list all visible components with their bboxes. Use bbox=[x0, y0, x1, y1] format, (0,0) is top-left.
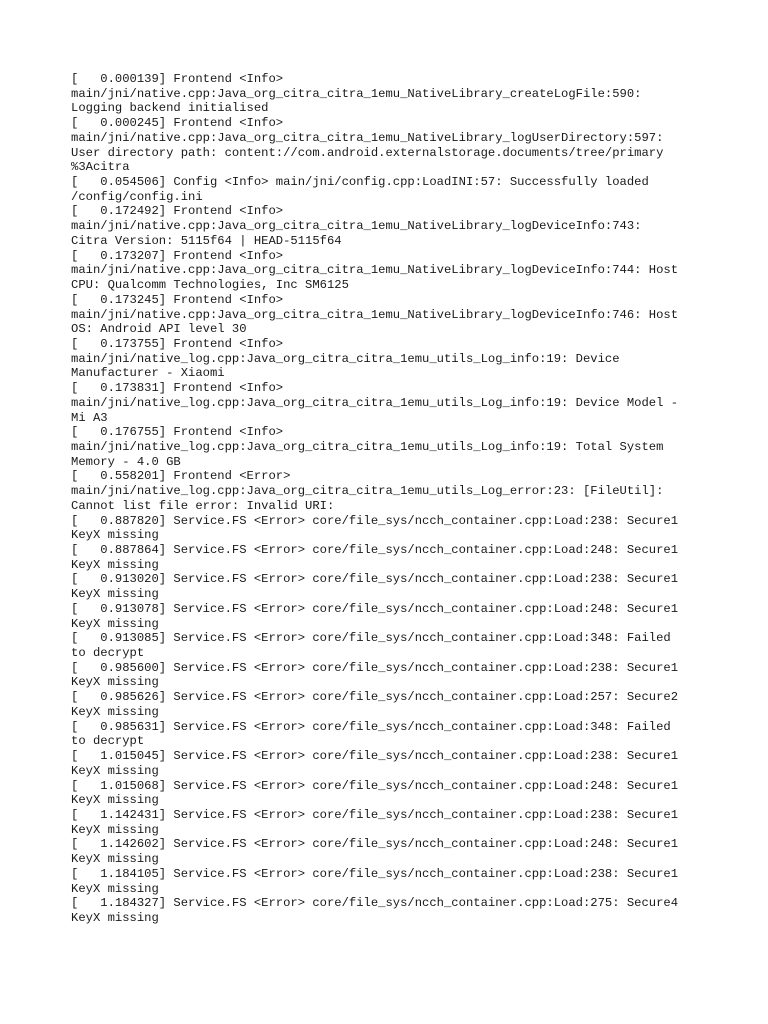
log-line: [ 1.184105] Service.FS <Error> core/file_sys/ncch_container.cpp:Load:238: Secure1 bbox=[71, 866, 679, 881]
log-line: KeyX missing bbox=[71, 910, 159, 925]
log-line: KeyX missing bbox=[71, 557, 159, 572]
log-line: main/jni/native.cpp:Java_org_citra_citra_1emu_NativeLibrary_createLogFile:590: bbox=[71, 86, 642, 101]
log-line: [ 0.176755] Frontend <Info> bbox=[71, 425, 284, 440]
log-line: [ 0.000245] Frontend <Info> bbox=[71, 116, 284, 131]
log-line: KeyX missing bbox=[71, 763, 159, 778]
log-line: [ 0.173245] Frontend <Info> bbox=[71, 292, 284, 307]
log-line: OS: Android API level 30 bbox=[71, 322, 247, 337]
log-line: to decrypt bbox=[71, 734, 145, 749]
log-line: CPU: Qualcomm Technologies, Inc SM6125 bbox=[71, 278, 349, 293]
log-line: main/jni/native_log.cpp:Java_org_citra_citra_1emu_utils_Log_info:19: Total System bbox=[71, 439, 664, 454]
log-line: [ 0.913078] Service.FS <Error> core/file_sys/ncch_container.cpp:Load:248: Secure1 bbox=[71, 601, 679, 616]
log-line: KeyX missing bbox=[71, 587, 159, 602]
log-line: KeyX missing bbox=[71, 704, 159, 719]
log-line: main/jni/native_log.cpp:Java_org_citra_citra_1emu_utils_Log_info:19: Device Model - bbox=[71, 395, 679, 410]
log-line: KeyX missing bbox=[71, 528, 159, 543]
log-line: [ 1.015068] Service.FS <Error> core/file_sys/ncch_container.cpp:Load:248: Secure1 bbox=[71, 778, 679, 793]
log-line: [ 0.054506] Config <Info> main/jni/config.cpp:LoadINI:57: Successfully loaded bbox=[71, 175, 649, 190]
log-line: KeyX missing bbox=[71, 616, 159, 631]
log-line: [ 0.173207] Frontend <Info> bbox=[71, 248, 284, 263]
log-line: main/jni/native.cpp:Java_org_citra_citra_1emu_NativeLibrary_logDeviceInfo:746: Host bbox=[71, 307, 679, 322]
log-line: [ 0.985631] Service.FS <Error> core/file_sys/ncch_container.cpp:Load:348: Failed bbox=[71, 719, 671, 734]
log-line: Memory - 4.0 GB bbox=[71, 454, 181, 469]
log-line: [ 0.173831] Frontend <Info> bbox=[71, 381, 284, 396]
log-line: Mi A3 bbox=[71, 410, 108, 425]
log-line: main/jni/native.cpp:Java_org_citra_citra_1emu_NativeLibrary_logDeviceInfo:744: Host bbox=[71, 263, 679, 278]
log-line: KeyX missing bbox=[71, 793, 159, 808]
log-line: [ 0.172492] Frontend <Info> bbox=[71, 204, 284, 219]
log-line: [ 0.985600] Service.FS <Error> core/file_sys/ncch_container.cpp:Load:238: Secure1 bbox=[71, 660, 679, 675]
log-line: Citra Version: 5115f64 | HEAD-5115f64 bbox=[71, 233, 342, 248]
log-line: [ 0.913020] Service.FS <Error> core/file_sys/ncch_container.cpp:Load:238: Secure1 bbox=[71, 572, 679, 587]
log-line: main/jni/native.cpp:Java_org_citra_citra_1emu_NativeLibrary_logDeviceInfo:743: bbox=[71, 219, 642, 234]
log-line: [ 1.015045] Service.FS <Error> core/file_sys/ncch_container.cpp:Load:238: Secure1 bbox=[71, 749, 679, 764]
log-line: [ 0.173755] Frontend <Info> bbox=[71, 336, 284, 351]
log-line: [ 0.913085] Service.FS <Error> core/file_sys/ncch_container.cpp:Load:348: Failed bbox=[71, 631, 671, 646]
log-line: [ 0.985626] Service.FS <Error> core/file_sys/ncch_container.cpp:Load:257: Secure2 bbox=[71, 690, 679, 705]
log-line: [ 0.558201] Frontend <Error> bbox=[71, 469, 291, 484]
log-line: Logging backend initialised bbox=[71, 101, 269, 116]
log-line: KeyX missing bbox=[71, 881, 159, 896]
log-line: [ 0.887820] Service.FS <Error> core/file_sys/ncch_container.cpp:Load:238: Secure1 bbox=[71, 513, 679, 528]
log-line: main/jni/native_log.cpp:Java_org_citra_citra_1emu_utils_Log_error:23: [FileUtil]: bbox=[71, 484, 664, 499]
log-line: KeyX missing bbox=[71, 852, 159, 867]
log-line: [ 0.887864] Service.FS <Error> core/file_sys/ncch_container.cpp:Load:248: Secure1 bbox=[71, 543, 679, 557]
log-document bbox=[71, 72, 711, 926]
log-line: [ 1.142602] Service.FS <Error> core/file_sys/ncch_container.cpp:Load:248: Secure1 bbox=[71, 837, 679, 852]
log-line: to decrypt bbox=[71, 646, 145, 661]
log-line: User directory path: content://com.android.externalstorage.documents/tree/primary bbox=[71, 145, 664, 160]
log-line: KeyX missing bbox=[71, 675, 159, 690]
log-line: KeyX missing bbox=[71, 822, 159, 837]
log-line: /config/config.ini bbox=[71, 189, 203, 204]
log-line: Cannot list file error: Invalid URI: bbox=[71, 498, 335, 513]
log-line: main/jni/native_log.cpp:Java_org_citra_citra_1emu_utils_Log_info:19: Device bbox=[71, 351, 620, 366]
log-line: main/jni/native.cpp:Java_org_citra_citra_1emu_NativeLibrary_logUserDirectory:597: bbox=[71, 130, 664, 145]
log-line: %3Acitra bbox=[71, 160, 130, 175]
log-line: Manufacturer - Xiaomi bbox=[71, 366, 225, 381]
log-line: [ 1.184327] Service.FS <Error> core/file_sys/ncch_container.cpp:Load:275: Secure4 bbox=[71, 896, 679, 911]
log-line: [ 1.142431] Service.FS <Error> core/file_sys/ncch_container.cpp:Load:238: Secure1 bbox=[71, 807, 679, 822]
log-line: [ 0.000139] Frontend <Info> bbox=[71, 72, 284, 86]
